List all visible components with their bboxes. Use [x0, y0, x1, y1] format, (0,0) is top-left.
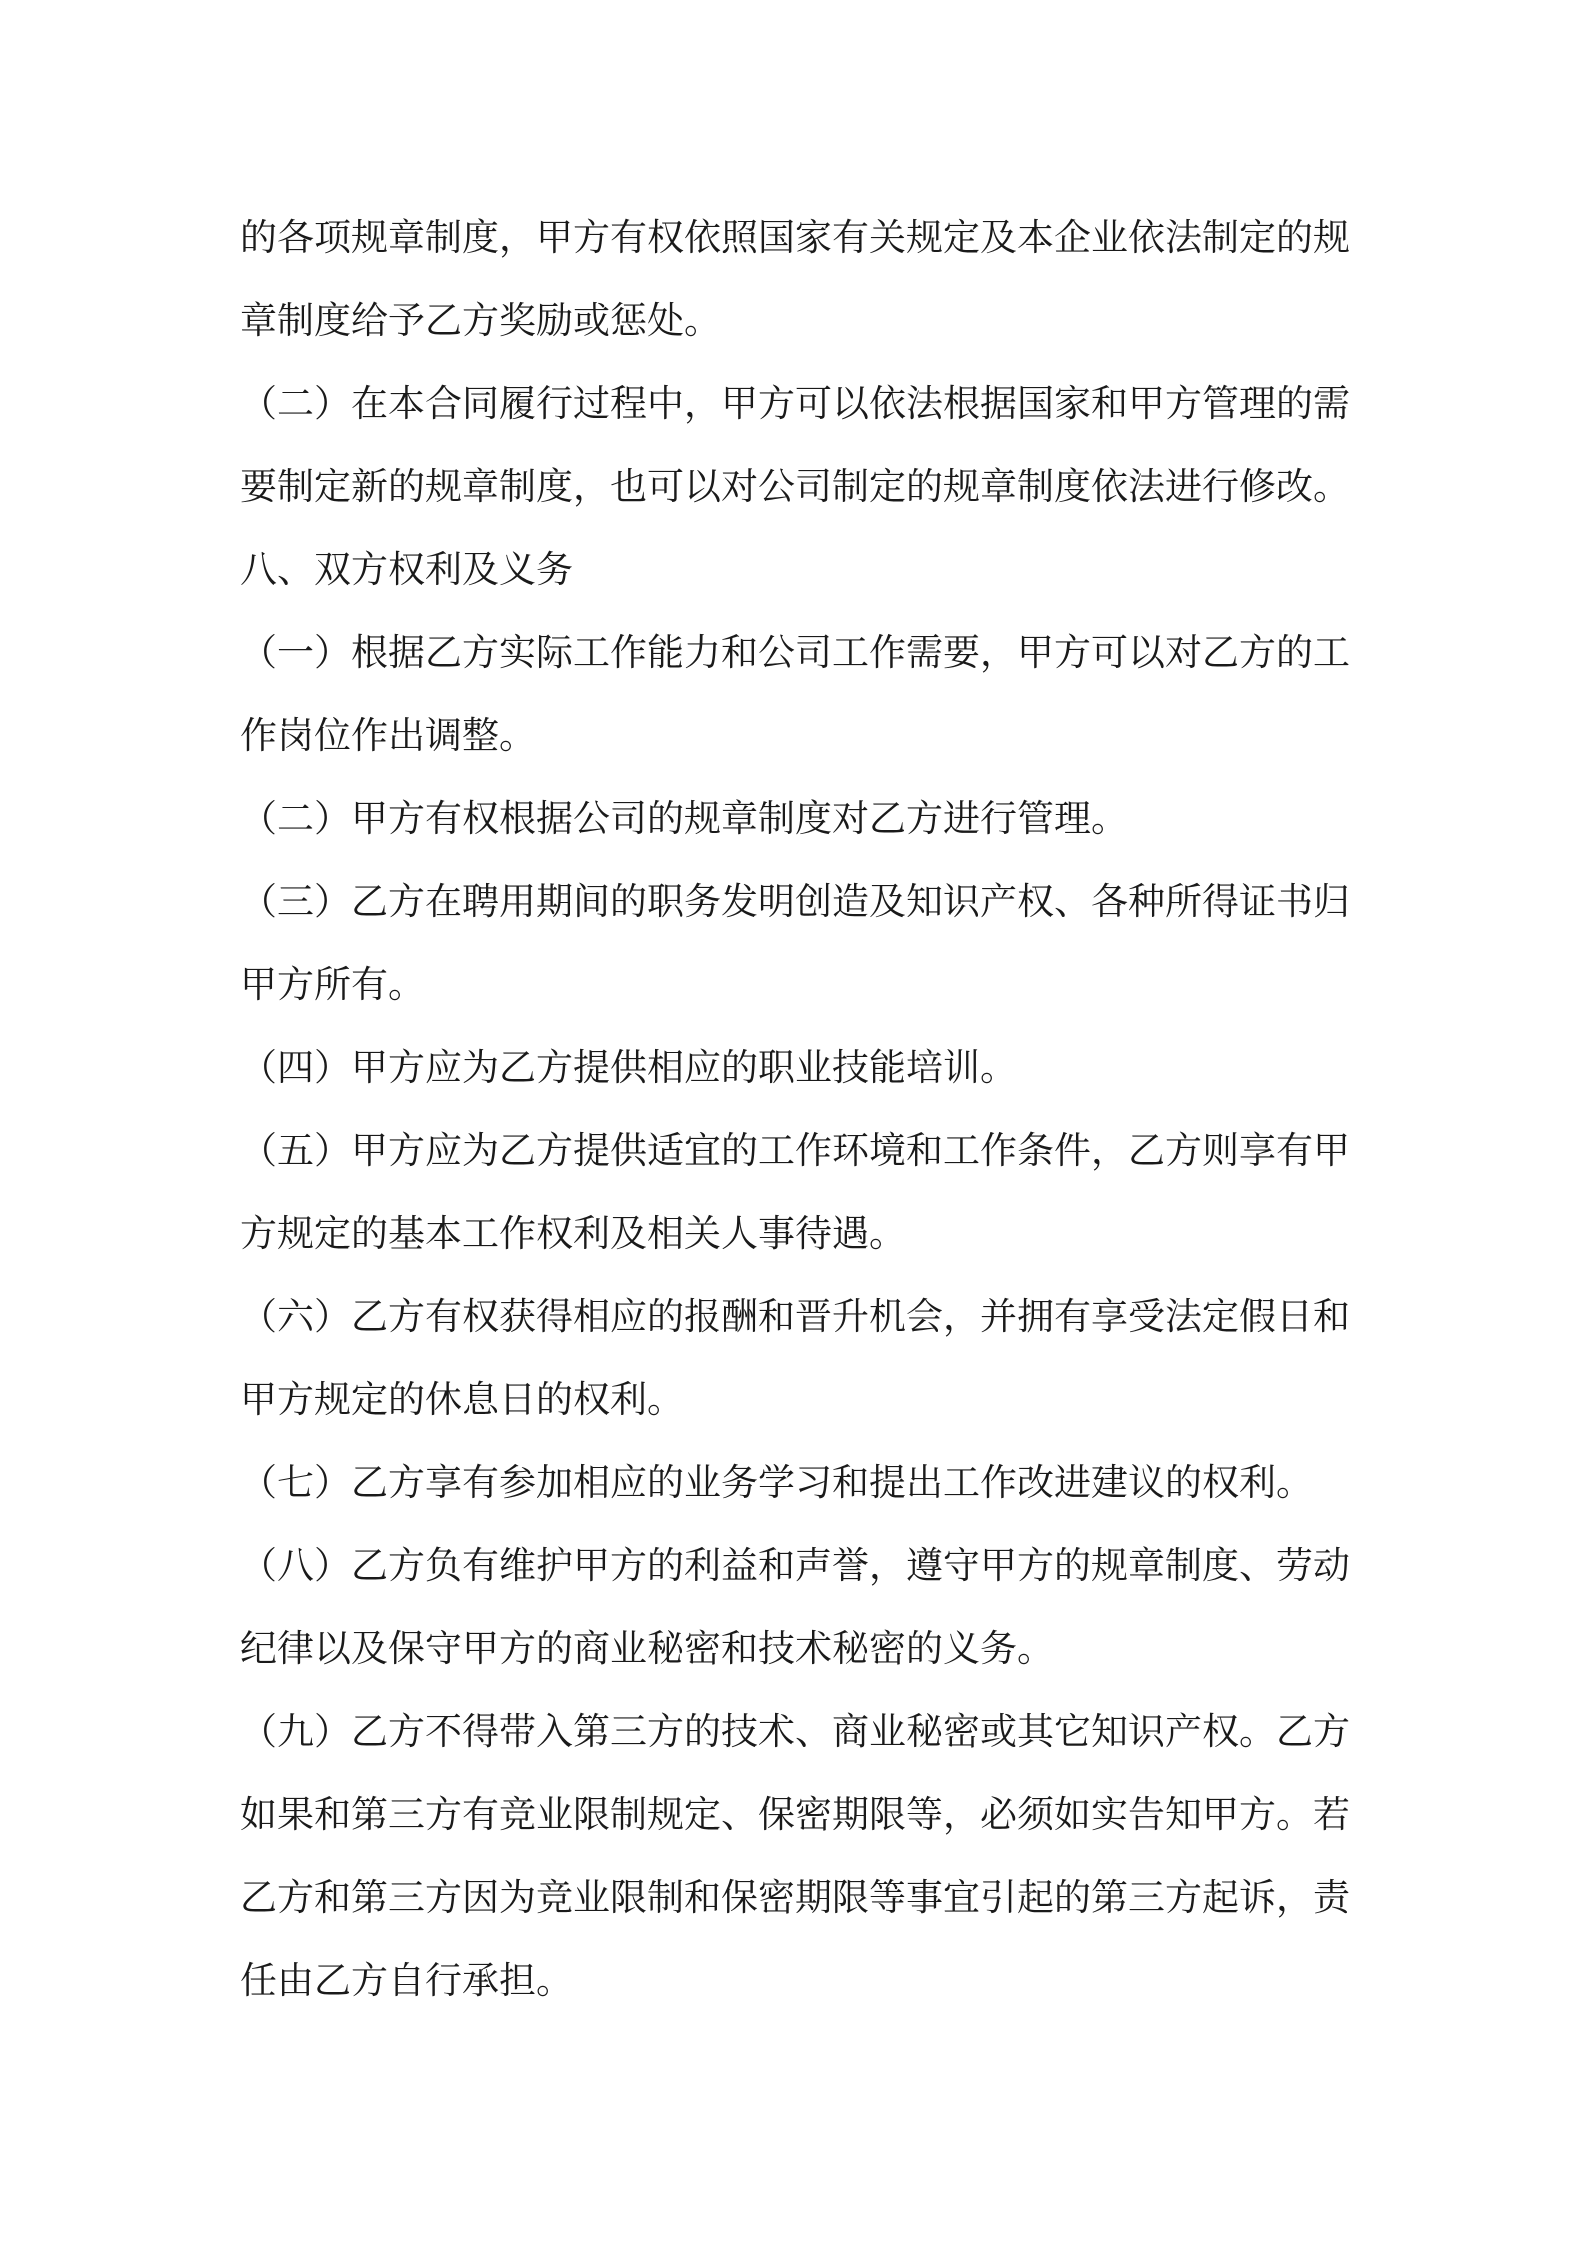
- text-line: （九）乙方不得带入第三方的技术、商业秘密或其它知识产权。乙方: [240, 1710, 1350, 1753]
- text-line: （二）在本合同履行过程中，甲方可以依法根据国家和甲方管理的需: [240, 382, 1350, 425]
- section-heading: 八、双方权利及义务: [240, 548, 573, 591]
- text-line: 章制度给予乙方奖励或惩处。: [240, 299, 721, 342]
- text-line: 方规定的基本工作权利及相关人事待遇。: [240, 1212, 906, 1255]
- text-line: （一）根据乙方实际工作能力和公司工作需要，甲方可以对乙方的工: [240, 631, 1350, 674]
- text-line: 要制定新的规章制度，也可以对公司制定的规章制度依法进行修改。: [240, 465, 1350, 508]
- text-line: （七）乙方享有参加相应的业务学习和提出工作改进建议的权利。: [240, 1461, 1313, 1504]
- text-line: 甲方规定的休息日的权利。: [240, 1378, 684, 1421]
- text-line: （三）乙方在聘用期间的职务发明创造及知识产权、各种所得证书归: [240, 880, 1350, 923]
- text-line: 甲方所有。: [240, 963, 425, 1006]
- text-line: （八）乙方负有维护甲方的利益和声誉，遵守甲方的规章制度、劳动: [240, 1544, 1350, 1587]
- text-line: 如果和第三方有竞业限制规定、保密期限等，必须如实告知甲方。若: [240, 1793, 1350, 1836]
- text-line: （二）甲方有权根据公司的规章制度对乙方进行管理。: [240, 797, 1128, 840]
- text-line: 任由乙方自行承担。: [240, 1959, 573, 2002]
- text-line: （五）甲方应为乙方提供适宜的工作环境和工作条件，乙方则享有甲: [240, 1129, 1350, 1172]
- text-line: 纪律以及保守甲方的商业秘密和技术秘密的义务。: [240, 1627, 1054, 1670]
- document-body: [240, 196, 1360, 2022]
- text-line: 乙方和第三方因为竞业限制和保密期限等事宜引起的第三方起诉，责: [240, 1876, 1350, 1919]
- text-line: （六）乙方有权获得相应的报酬和晋升机会，并拥有享受法定假日和: [240, 1295, 1350, 1338]
- text-line: （四）甲方应为乙方提供相应的职业技能培训。: [240, 1046, 1017, 1089]
- text-line: 作岗位作出调整。: [240, 714, 536, 757]
- text-line: 的各项规章制度，甲方有权依照国家有关规定及本企业依法制定的规: [240, 216, 1350, 259]
